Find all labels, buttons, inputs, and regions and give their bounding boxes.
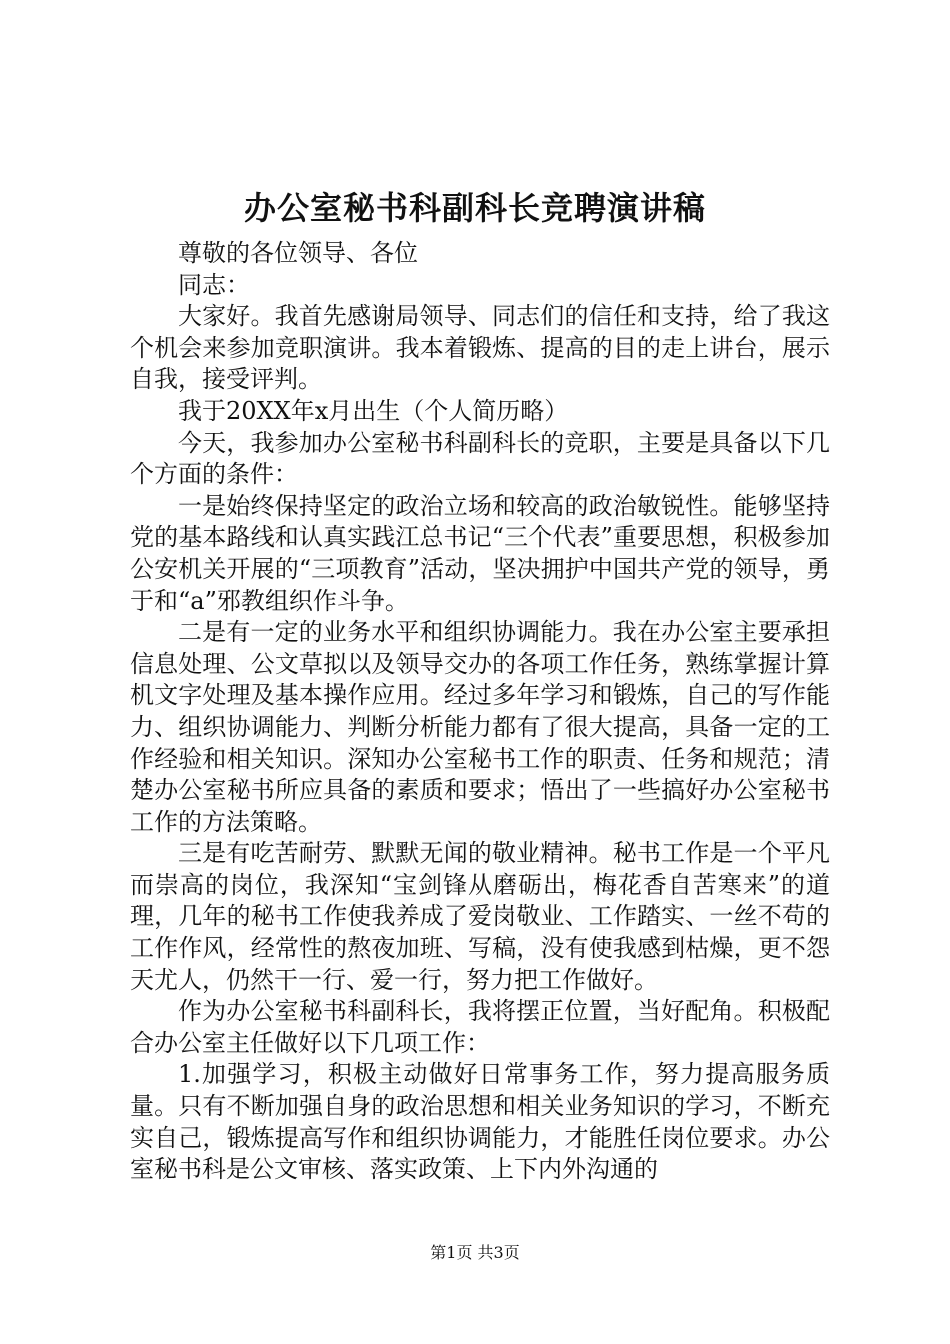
paragraph: 同志： <box>178 270 250 299</box>
paragraph: 尊敬的各位领导、各位 <box>178 239 418 267</box>
paragraph: 1.加强学习，积极主动做好日常事务工作，努力提高服务质量。只有不断加强自身的政治思想和相关业务知识的学习，不断充实自己，锻炼提高写作和组织协调能力，才能胜任岗位要求。办公室秘书科是公文审核、落实政策、上下内外沟通的 <box>130 1060 830 1184</box>
paragraph: 作为办公室秘书科副科长，我将摆正位置，当好配角。积极配合办公室主任做好以下几项工作： <box>130 997 830 1057</box>
page-footer: 第1页 共3页 <box>430 1243 520 1262</box>
paragraph: 大家好。我首先感谢局领导、同志们的信任和支持，给了我这个机会来参加竞职演讲。我本着锻炼、提高的目的走上讲台，展示自我，接受评判。 <box>130 302 830 394</box>
paragraph: 我于20XX年x月出生（个人简历略） <box>178 396 569 425</box>
paragraph: 今天，我参加办公室秘书科副科长的竞职，主要是具备以下几个方面的条件： <box>130 428 830 489</box>
paragraph: 一是始终保持坚定的政治立场和较高的政治敏锐性。能够坚持党的基本路线和认真实践江总书记“三个代表”重要思想，积极参加公安机关开展的“三项教育”活动，坚决拥护中国共产党的领导，勇于和“a”邪教组织作斗争。 <box>130 491 830 615</box>
paragraph: 二是有一定的业务水平和组织协调能力。我在办公室主要承担信息处理、公文草拟以及领导交办的各项工作任务，熟练掌握计算机文字处理及基本操作应用。经过多年学习和锻炼，自己的写作能力、组织协调能力、判断分析能力都有了很大提高，具备一定的工作经验和相关知识。深知办公室秘书工作的职责、任务和规范；清楚办公室秘书所应具备的素质和要求；悟出了一些搞好办公室秘书工作的方法策略。 <box>130 618 830 836</box>
document-body <box>130 238 830 1186</box>
paragraph: 三是有吃苦耐劳、默默无闻的敬业精神。秘书工作是一个平凡而崇高的岗位，我深知“宝剑锋从磨砺出，梅花香自苦寒来”的道理，几年的秘书工作使我养成了爱岗敬业、工作踏实、一丝不苟的工作作风，经常性的熬夜加班、写稿，没有使我感到枯燥，更不怨天尤人，仍然干一行、爱一行，努力把工作做好。 <box>130 839 830 994</box>
document-title: 办公室秘书科副科长竞聘演讲稿 <box>243 189 706 227</box>
